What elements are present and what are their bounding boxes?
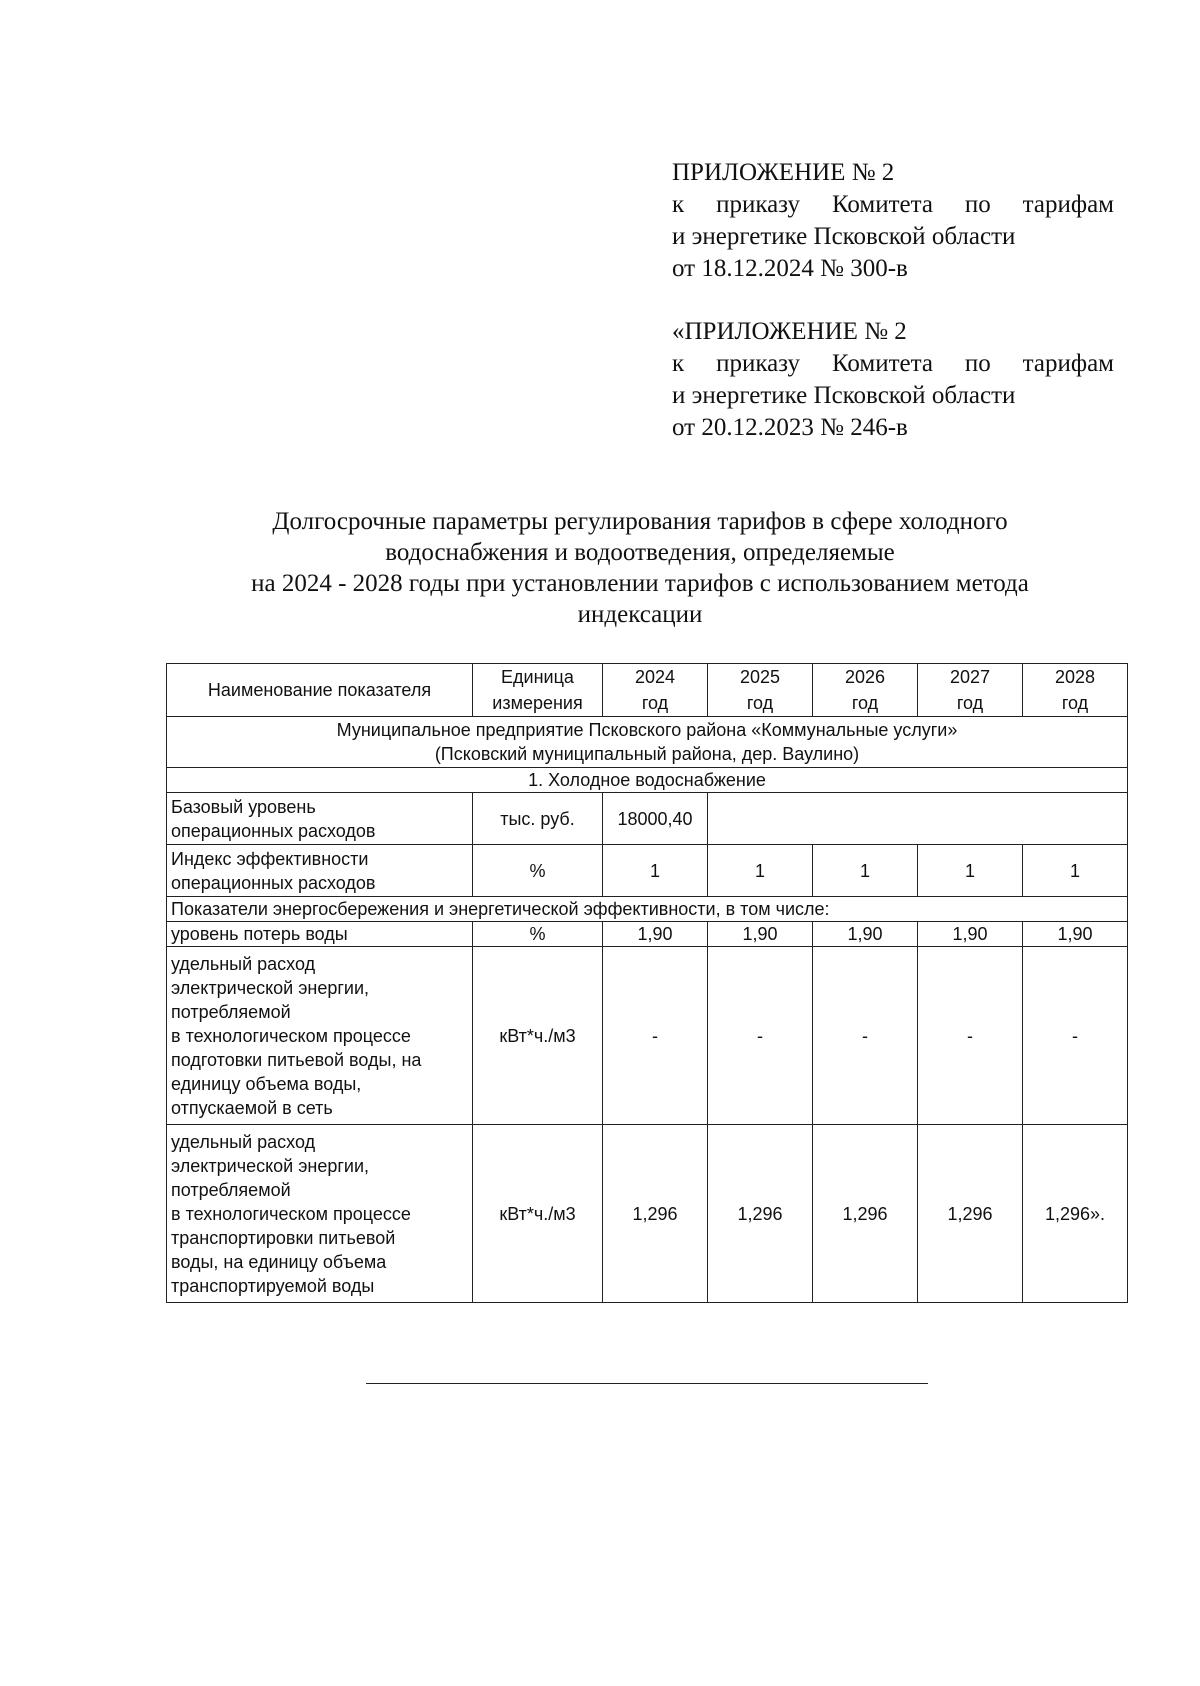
- table-row-water-loss: [167, 922, 1128, 947]
- indicator-unit: %: [473, 922, 603, 947]
- indicator-name-line: транспортировки питьевой: [171, 1227, 396, 1248]
- indicator-unit: %: [473, 845, 603, 897]
- indicator-name-line: в технологическом процессе: [171, 1203, 411, 1224]
- value-2028: 1,90: [1023, 922, 1128, 947]
- appendix-header-current: [672, 157, 1114, 285]
- header-indicator-name: Наименование показателя: [167, 664, 473, 717]
- header-year: 2027: [949, 667, 991, 687]
- appendix-title: «ПРИЛОЖЕНИЕ № 2: [672, 318, 907, 345]
- header-year-2024: [603, 664, 708, 717]
- value-2024: 1,90: [603, 922, 708, 947]
- value-2027: 1,90: [918, 922, 1023, 947]
- header-year-2026: [813, 664, 918, 717]
- title-line: водоснабжения и водоотведения, определяемые: [385, 539, 895, 566]
- section-row-energy: [167, 897, 1128, 922]
- value-2028: 1,296».: [1023, 1125, 1128, 1303]
- section-title: Показатели энергосбережения и энергетической эффективности, в том числе:: [167, 897, 1128, 922]
- indicator-name: уровень потерь воды: [167, 922, 473, 947]
- table-row-electricity-transport: [167, 1125, 1128, 1303]
- organization-cell: [167, 717, 1128, 768]
- indicator-name-line: Базовый уровень: [171, 796, 316, 817]
- value-2028: 1: [1023, 845, 1128, 897]
- end-of-document-rule: [366, 1383, 928, 1384]
- appendix-order-ref: к приказу Комитета по тарифам: [672, 191, 1114, 218]
- header-year: 2025: [739, 667, 781, 687]
- indicator-name-line: удельный расход: [171, 953, 316, 974]
- indicator-name: [167, 1125, 473, 1303]
- header-year-2027: [918, 664, 1023, 717]
- appendix-committee: и энергетике Псковской области: [672, 223, 1016, 250]
- value-2027: -: [918, 947, 1023, 1125]
- header-unit: [473, 664, 603, 717]
- header-year: 2024: [634, 667, 676, 687]
- header-year-suffix: год: [1061, 693, 1089, 713]
- indicator-name-line: операционных расходов: [171, 820, 376, 841]
- indicator-name-line: электрической энергии,: [171, 977, 370, 998]
- header-year-2028: [1023, 664, 1128, 717]
- value-2024: 18000,40: [603, 793, 708, 845]
- indicator-name-line: Индекс эффективности: [171, 848, 369, 869]
- value-2026: 1,90: [813, 922, 918, 947]
- indicator-name-line: подготовки питьевой воды, на: [171, 1049, 422, 1070]
- appendix-committee: и энергетике Псковской области: [672, 382, 1016, 409]
- value-2026: 1: [813, 845, 918, 897]
- header-year-suffix: год: [956, 693, 984, 713]
- organization-name: Муниципальное предприятие Псковского района «Коммунальные услуги»: [336, 720, 958, 740]
- section-row-cold-water: [167, 768, 1128, 793]
- appendix-date-number: от 18.12.2024 № 300-в: [672, 255, 908, 282]
- table-header-row: [167, 664, 1128, 717]
- table-row-base-opex: [167, 793, 1128, 845]
- indicator-name-line: единицу объема воды,: [171, 1073, 362, 1094]
- appendix-header-previous: [672, 316, 1114, 444]
- value-2025: 1,90: [708, 922, 813, 947]
- value-2025: 1: [708, 845, 813, 897]
- appendix-title: ПРИЛОЖЕНИЕ № 2: [672, 159, 895, 186]
- document-title: [170, 506, 1110, 630]
- header-year-suffix: год: [851, 693, 879, 713]
- indicator-unit: тыс. руб.: [473, 793, 603, 845]
- indicator-name: [167, 793, 473, 845]
- value-2026: -: [813, 947, 918, 1125]
- header-year-suffix: год: [746, 693, 774, 713]
- value-2027: 1: [918, 845, 1023, 897]
- value-2025: -: [708, 947, 813, 1125]
- indicator-name-line: воды, на единицу объема: [171, 1251, 387, 1272]
- section-title: 1. Холодное водоснабжение: [167, 768, 1128, 793]
- indicator-name-line: потребляемой: [171, 1001, 291, 1022]
- header-unit-line: Единица: [501, 667, 574, 687]
- indicator-name: [167, 947, 473, 1125]
- header-year: 2026: [844, 667, 886, 687]
- title-line: индексации: [577, 601, 703, 628]
- empty-merged-cell: [708, 793, 1128, 845]
- table-row-efficiency-index: [167, 845, 1128, 897]
- indicator-name-line: отпускаемой в сеть: [171, 1097, 333, 1118]
- value-2026: 1,296: [813, 1125, 918, 1303]
- value-2024: 1: [603, 845, 708, 897]
- indicator-name-line: транспортируемой воды: [171, 1275, 375, 1296]
- value-2027: 1,296: [918, 1125, 1023, 1303]
- indicator-name-line: удельный расход: [171, 1131, 316, 1152]
- indicator-name-line: в технологическом процессе: [171, 1025, 411, 1046]
- header-year-suffix: год: [641, 693, 669, 713]
- appendix-order-ref: к приказу Комитета по тарифам: [672, 350, 1114, 377]
- table-row-electricity-preparation: [167, 947, 1128, 1125]
- title-line: на 2024 - 2028 годы при установлении тарифов с использованием метода: [251, 570, 1029, 597]
- value-2028: -: [1023, 947, 1128, 1125]
- value-2025: 1,296: [708, 1125, 813, 1303]
- indicator-name: [167, 845, 473, 897]
- title-line: Долгосрочные параметры регулирования тарифов в сфере холодного: [272, 508, 1008, 535]
- indicator-name-line: электрической энергии,: [171, 1155, 370, 1176]
- indicator-unit: кВт*ч./м3: [473, 1125, 603, 1303]
- tariff-parameters-table: [166, 663, 1128, 1303]
- appendix-date-number: от 20.12.2023 № 246-в: [672, 414, 908, 441]
- header-year: 2028: [1054, 667, 1096, 687]
- header-year-2025: [708, 664, 813, 717]
- header-unit-line: измерения: [492, 693, 583, 713]
- value-2024: -: [603, 947, 708, 1125]
- organization-row: [167, 717, 1128, 768]
- indicator-unit: кВт*ч./м3: [473, 947, 603, 1125]
- value-2024: 1,296: [603, 1125, 708, 1303]
- organization-location: (Псковский муниципальный района, дер. Ваулино): [434, 744, 860, 764]
- indicator-name-line: потребляемой: [171, 1179, 291, 1200]
- indicator-name-line: операционных расходов: [171, 872, 376, 893]
